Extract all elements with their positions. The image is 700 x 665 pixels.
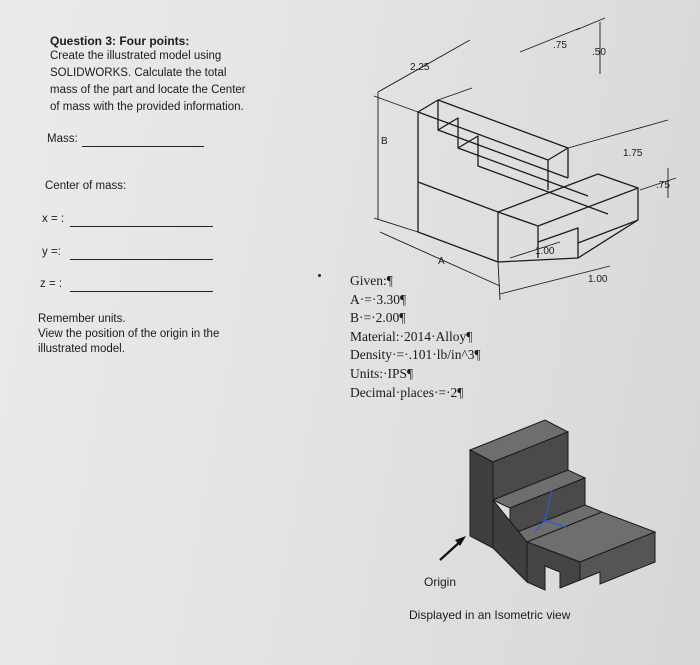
given-density: Density·=·.101·lb/in^3¶ [350, 347, 481, 363]
dim-100-b: 1.00 [588, 274, 608, 285]
given-units: Units:·IPS¶ [350, 365, 414, 381]
dim-075-right: .75 [656, 180, 670, 191]
iso-left-face [470, 450, 493, 548]
question-line: SOLIDWORKS. Calculate the total [50, 67, 227, 79]
dim-B: B [381, 136, 388, 147]
dim-050: .50 [592, 47, 606, 58]
remember-line: illustrated model. [38, 343, 125, 355]
mass-label: Mass: [47, 133, 78, 145]
dim-075-top: .75 [553, 40, 567, 51]
question-line: mass of the part and locate the Center [50, 84, 246, 96]
dim-A: A [438, 256, 445, 267]
question-line: of mass with the provided information. [50, 101, 244, 113]
z-label: z = : [40, 278, 63, 290]
origin-label: Origin [424, 575, 457, 589]
remember-line: View the position of the origin in the [38, 328, 220, 340]
given-a: A·=·3.30¶ [350, 291, 407, 307]
question-title: Question 3: Four points: [50, 34, 190, 48]
center-of-mass-label: Center of mass: [45, 180, 127, 192]
given-material: Material:·2014·Alloy¶ [350, 328, 473, 344]
x-label: x = : [42, 213, 65, 225]
dim-100-a: 1.00 [535, 246, 555, 257]
question-line: Create the illustrated model using [50, 50, 222, 62]
remember-line: Remember units. [38, 313, 126, 325]
given-b: B·=·2.00¶ [350, 310, 406, 326]
dim-175: 1.75 [623, 148, 643, 159]
dim-225: 2.25 [410, 62, 430, 73]
given-decimals: Decimal·places·=·2¶ [350, 384, 464, 400]
y-label: y =: [42, 246, 61, 258]
isometric-caption: Displayed in an Isometric view [409, 608, 571, 622]
given-title: Given:¶ [350, 273, 393, 288]
